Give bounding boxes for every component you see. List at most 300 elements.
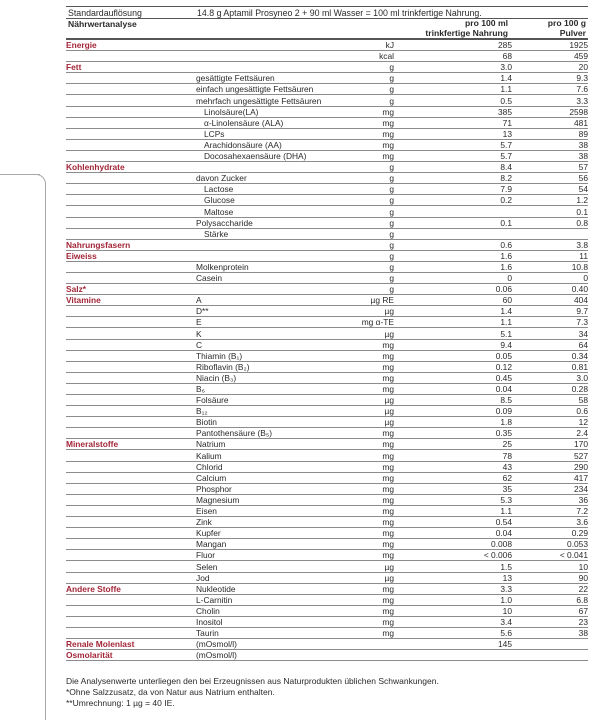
category-cell: Fett xyxy=(66,62,82,73)
value-per-100g: 290 xyxy=(574,461,588,472)
value-per-100ml: 1.1 xyxy=(500,317,512,328)
table-row xyxy=(66,406,588,417)
table-row xyxy=(66,439,588,450)
table-row xyxy=(66,328,588,339)
value-per-100ml: 1.8 xyxy=(500,417,512,428)
unit-cell: mg xyxy=(382,384,394,394)
category-cell xyxy=(66,128,196,139)
value-per-100ml: 60 xyxy=(502,295,512,306)
category-cell xyxy=(66,594,196,605)
value-per-100ml: 0.04 xyxy=(495,528,512,539)
table-row xyxy=(66,517,588,528)
category-cell xyxy=(66,106,196,117)
value-per-100ml: 8.4 xyxy=(500,162,512,173)
value-per-100g: 11 xyxy=(579,250,588,261)
value-per-100g: 3.6 xyxy=(576,517,588,528)
unit-cell: g xyxy=(389,62,394,73)
unit-cell: mg xyxy=(382,628,394,639)
unit-cell: µg xyxy=(384,572,394,583)
table-row xyxy=(66,217,588,228)
unit-cell: g xyxy=(389,195,394,206)
value-per-100g xyxy=(512,650,588,661)
nutrient-cell: mehrfach ungesättigte Fettsäuren xyxy=(196,95,322,106)
nutrient-cell: C xyxy=(196,339,203,350)
nutrient-cell xyxy=(196,284,328,295)
unit-cell: g xyxy=(389,206,394,217)
unit-cell: kJ xyxy=(385,40,394,51)
value-per-100ml: 5.3 xyxy=(500,494,512,505)
value-per-100g: 2598 xyxy=(569,106,588,117)
table-row xyxy=(66,195,588,206)
category-cell xyxy=(66,350,196,361)
value-per-100g: 22 xyxy=(578,583,588,594)
nutrient-cell: Fluor xyxy=(196,550,216,561)
unit-cell: g xyxy=(389,217,394,228)
side-frame xyxy=(0,174,46,720)
value-per-100ml: 8.2 xyxy=(500,173,512,184)
per-100ml-line1: pro 100 ml xyxy=(465,18,508,28)
unit-cell: mg xyxy=(382,106,394,117)
unit-cell: mg xyxy=(382,139,394,150)
value-per-100g: 20 xyxy=(578,62,588,73)
table-row xyxy=(66,162,588,173)
category-cell: Kohlenhydrate xyxy=(66,162,125,173)
nutrient-cell: Thiamin (B₁) xyxy=(196,350,243,361)
category-cell xyxy=(66,383,196,394)
value-per-100ml: 0.6 xyxy=(500,239,512,250)
unit-cell: g xyxy=(389,173,394,184)
category-cell xyxy=(66,616,196,627)
nutrient-cell: Kupfer xyxy=(196,528,221,539)
value-per-100g: 7.3 xyxy=(576,317,588,328)
unit-cell: mg xyxy=(382,117,394,128)
value-per-100ml: 0.35 xyxy=(495,428,512,439)
table-row xyxy=(66,561,588,572)
nutrient-cell: gesättigte Fettsäuren xyxy=(196,73,275,84)
table-row xyxy=(66,51,588,62)
unit-cell: mg xyxy=(382,372,394,383)
nutrient-cell: Taurin xyxy=(196,628,219,639)
unit-cell: mg xyxy=(382,361,394,372)
nutrient-cell: Arachidonsäure (AA) xyxy=(204,139,282,150)
unit-cell: g xyxy=(389,250,394,261)
category-cell xyxy=(66,517,196,528)
table-row xyxy=(66,173,588,184)
category-cell: Osmolarität xyxy=(66,650,113,661)
value-per-100g: 38 xyxy=(578,139,588,150)
value-per-100g: 0.1 xyxy=(576,206,588,217)
category-cell xyxy=(66,173,196,184)
value-per-100g: 0.8 xyxy=(576,217,588,228)
nutrient-cell: LCPs xyxy=(204,128,225,139)
table-row xyxy=(66,494,588,505)
unit-cell: g xyxy=(389,284,394,295)
unit-cell: µg xyxy=(384,395,394,406)
category-cell xyxy=(66,217,196,228)
value-per-100g: 1.2 xyxy=(576,195,588,206)
value-per-100g: 6.8 xyxy=(576,594,588,605)
nutrient-cell: Zink xyxy=(196,517,212,528)
value-per-100ml: 35 xyxy=(502,483,512,494)
unit-cell: g xyxy=(389,73,394,84)
value-per-100ml: 5.6 xyxy=(500,628,512,639)
category-cell: Mineralstoffe xyxy=(66,439,119,450)
nutrient-cell: Maltose xyxy=(204,206,234,217)
unit-cell: mg xyxy=(382,550,394,561)
category-cell xyxy=(66,605,196,616)
category-cell xyxy=(66,561,196,572)
nutrient-cell: B₆ xyxy=(196,384,205,394)
table-row xyxy=(66,139,588,150)
value-per-100ml: 385 xyxy=(498,106,512,117)
unit-cell: mg xyxy=(382,517,394,528)
value-per-100ml: 0.5 xyxy=(500,95,512,106)
table-row xyxy=(66,128,588,139)
table-row xyxy=(66,272,588,283)
table-row xyxy=(66,650,588,661)
value-per-100g: 0.40 xyxy=(571,284,588,295)
value-per-100ml: 0.04 xyxy=(495,384,512,394)
value-per-100ml: 8.5 xyxy=(500,395,512,406)
table-row xyxy=(66,472,588,483)
value-per-100g: 54 xyxy=(578,184,588,195)
value-per-100g: 3.3 xyxy=(576,95,588,106)
unit-cell: µg RE xyxy=(370,295,394,306)
category-cell xyxy=(66,184,196,195)
category-cell xyxy=(66,395,196,406)
nutrient-cell: Cholin xyxy=(196,605,220,616)
standard-solution-label: Standardauflösung xyxy=(68,8,142,18)
category-cell xyxy=(66,483,196,494)
value-per-100ml: 3.0 xyxy=(500,62,512,73)
table-row xyxy=(66,40,588,51)
unit-cell: g xyxy=(389,239,394,250)
value-per-100ml: 5.1 xyxy=(500,328,512,339)
value-per-100ml: 68 xyxy=(502,51,512,62)
table-row xyxy=(66,627,588,638)
nutrient-cell: Riboflavin (B₂) xyxy=(196,361,250,372)
value-per-100ml: 10 xyxy=(502,605,512,616)
footnote-conversion: **Umrechnung: 1 µg = 40 IE. xyxy=(66,698,175,709)
value-per-100ml xyxy=(394,206,512,217)
table-row xyxy=(66,461,588,472)
unit-cell: µg xyxy=(384,417,394,428)
table-row xyxy=(66,184,588,195)
value-per-100g: 12 xyxy=(578,417,588,428)
nutrient-cell: B₁₂ xyxy=(196,406,208,417)
unit-cell: mg xyxy=(382,506,394,517)
category-cell xyxy=(66,505,196,516)
value-per-100g: 7.6 xyxy=(576,84,588,95)
category-cell xyxy=(66,84,196,95)
nutrient-cell: D** xyxy=(196,306,209,317)
unit-cell: mg α-TE xyxy=(361,317,394,328)
table-row xyxy=(66,583,588,594)
category-cell xyxy=(66,627,196,638)
nutrient-cell: Magnesium xyxy=(196,494,240,505)
table-row xyxy=(66,594,588,605)
category-cell xyxy=(66,428,196,439)
table-row xyxy=(66,350,588,361)
value-per-100ml: 13 xyxy=(502,128,512,139)
table-row xyxy=(66,117,588,128)
unit-cell: mg xyxy=(382,428,394,439)
unit-cell: mg xyxy=(382,539,394,550)
nutrient-cell: K xyxy=(196,328,202,339)
value-per-100g: 0.81 xyxy=(571,361,588,372)
value-per-100ml: 0.05 xyxy=(495,350,512,361)
value-per-100g: 38 xyxy=(578,151,588,162)
category-cell xyxy=(66,528,196,539)
per-100ml-line2: trinkfertige Nahrung xyxy=(425,27,508,38)
category-cell xyxy=(66,306,196,317)
category-cell xyxy=(66,272,196,283)
per-100g-header xyxy=(512,19,588,38)
category-cell xyxy=(66,73,196,84)
value-per-100ml: 0.12 xyxy=(495,361,512,372)
value-per-100g: 459 xyxy=(574,51,588,62)
table-row xyxy=(66,605,588,616)
value-per-100g: 3.0 xyxy=(576,372,588,383)
table-row xyxy=(66,295,588,306)
value-per-100ml: 3.3 xyxy=(500,583,512,594)
table-row xyxy=(66,616,588,627)
nutrient-cell xyxy=(196,239,328,250)
table-row xyxy=(66,428,588,439)
nutrient-cell: Casein xyxy=(196,273,223,284)
nutrient-cell: E xyxy=(196,317,202,328)
value-per-100ml: 1.4 xyxy=(500,306,512,317)
category-cell xyxy=(66,51,196,62)
unit-cell: mg xyxy=(382,461,394,472)
category-cell xyxy=(66,150,196,161)
category-cell xyxy=(66,572,196,583)
unit-cell: mg xyxy=(382,583,394,594)
value-per-100g: 170 xyxy=(574,439,588,450)
unit-cell: g xyxy=(389,228,394,239)
category-cell xyxy=(66,195,196,206)
table-row xyxy=(66,550,588,561)
table-row xyxy=(66,306,588,317)
nutrient-cell: Natrium xyxy=(196,439,226,450)
value-per-100g: 10 xyxy=(578,561,588,572)
nutrient-cell: (mOsmol/l) xyxy=(196,639,237,650)
standard-solution-text: 14.8 g Aptamil Prosyneo 2 + 90 ml Wasser = 100 ml trinkfertige Nahrung. xyxy=(197,8,482,18)
category-cell xyxy=(66,228,196,239)
table-row xyxy=(66,228,588,239)
value-per-100g: 417 xyxy=(574,472,588,483)
value-per-100ml: 71 xyxy=(502,117,512,128)
value-per-100g: 23 xyxy=(578,616,588,627)
footnote-salt: *Ohne Salzzusatz, da von Natur aus Natrium enthalten. xyxy=(66,687,275,698)
value-per-100g: 56 xyxy=(578,173,588,184)
value-per-100ml: 0.2 xyxy=(500,195,512,206)
value-per-100ml: 0.1 xyxy=(500,217,512,228)
category-cell xyxy=(66,417,196,428)
category-cell: Energie xyxy=(66,40,97,51)
value-per-100ml xyxy=(394,650,512,661)
unit-cell: mg xyxy=(382,605,394,616)
value-per-100g: 36 xyxy=(578,494,588,505)
nutrition-table xyxy=(66,39,588,661)
nutrient-cell: Eisen xyxy=(196,506,217,517)
nutrient-cell: (mOsmol/l) xyxy=(196,650,237,661)
table-row xyxy=(66,84,588,95)
table-row xyxy=(66,450,588,461)
value-per-100ml: 7.9 xyxy=(500,184,512,195)
table-row xyxy=(66,73,588,84)
table-row xyxy=(66,539,588,550)
unit-cell: mg xyxy=(382,350,394,361)
table-row xyxy=(66,483,588,494)
nutrient-cell: Selen xyxy=(196,561,218,572)
category-cell xyxy=(66,317,196,328)
nutrition-sheet xyxy=(66,6,588,661)
unit-cell: g xyxy=(389,261,394,272)
value-per-100g: 7.2 xyxy=(576,506,588,517)
unit-cell: µg xyxy=(384,561,394,572)
unit-cell: µg xyxy=(384,406,394,417)
value-per-100ml: 3.4 xyxy=(500,616,512,627)
value-per-100g: 481 xyxy=(574,117,588,128)
value-per-100g: 0.29 xyxy=(571,528,588,539)
value-per-100g: 2.4 xyxy=(576,428,588,439)
unit-cell xyxy=(328,650,394,661)
value-per-100g: 34 xyxy=(578,328,588,339)
value-per-100g: 89 xyxy=(578,128,588,139)
category-cell: Vitamine xyxy=(66,295,101,306)
unit-cell: mg xyxy=(382,594,394,605)
nutrient-cell: A xyxy=(196,295,202,306)
nutrient-cell: Chlorid xyxy=(196,461,223,472)
value-per-100ml: 5.7 xyxy=(500,139,512,150)
nutrient-cell: Docosahexaensäure (DHA) xyxy=(204,151,307,162)
unit-cell xyxy=(328,639,394,650)
value-per-100g: 404 xyxy=(574,295,588,306)
nutrient-cell: Calcium xyxy=(196,472,227,483)
nutrient-cell: Inositol xyxy=(196,616,223,627)
table-row xyxy=(66,383,588,394)
per-100g-line1: pro 100 g xyxy=(547,18,586,28)
nutrient-cell: Jod xyxy=(196,572,210,583)
value-per-100ml: 1.1 xyxy=(500,84,512,95)
unit-cell: g xyxy=(389,184,394,195)
table-row xyxy=(66,528,588,539)
nutrient-cell: Linolsäure(LA) xyxy=(204,106,259,117)
value-per-100ml: 0.54 xyxy=(495,517,512,528)
nutrient-cell xyxy=(196,162,328,173)
nutrient-cell: einfach ungesättigte Fettsäuren xyxy=(196,84,314,95)
value-per-100g: 90 xyxy=(578,572,588,583)
per-100ml-header xyxy=(384,19,512,38)
footnotes xyxy=(66,676,588,710)
nutrient-cell: Pantothensäure (B₅) xyxy=(196,428,273,439)
table-row xyxy=(66,639,588,650)
value-per-100g: 527 xyxy=(574,450,588,461)
unit-cell: mg xyxy=(382,128,394,139)
table-row xyxy=(66,284,588,295)
value-per-100ml: 1.6 xyxy=(500,261,512,272)
unit-cell: mg xyxy=(382,472,394,483)
unit-cell: g xyxy=(389,95,394,106)
unit-cell: µg xyxy=(384,328,394,339)
value-per-100g: < 0.041 xyxy=(559,550,588,561)
unit-cell: mg xyxy=(382,483,394,494)
table-row xyxy=(66,62,588,73)
footnote-variance: Die Analysenwerte unterliegen den bei Erzeugnissen aus Naturprodukten üblichen Schwankungen. xyxy=(66,676,439,686)
category-cell: Nahrungsfasern xyxy=(66,239,131,250)
value-per-100ml: 1.1 xyxy=(500,506,512,517)
value-per-100g: 10.8 xyxy=(571,261,588,272)
value-per-100g: 38 xyxy=(578,628,588,639)
table-row xyxy=(66,261,588,272)
value-per-100ml: 13 xyxy=(502,572,512,583)
value-per-100g: 58 xyxy=(578,395,588,406)
category-cell xyxy=(66,139,196,150)
column-header-row xyxy=(66,19,588,39)
value-per-100ml: 25 xyxy=(502,439,512,450)
table-row xyxy=(66,206,588,217)
category-cell xyxy=(66,339,196,350)
per-100g-line2: Pulver xyxy=(559,27,586,38)
nutrient-cell: Lactose xyxy=(204,184,234,195)
nutrient-cell: Polysaccharide xyxy=(196,217,253,228)
value-per-100ml: 62 xyxy=(502,472,512,483)
category-cell xyxy=(66,117,196,128)
category-cell: Salz* xyxy=(66,284,87,295)
standard-solution-row xyxy=(66,6,588,19)
category-cell xyxy=(66,95,196,106)
unit-cell: mg xyxy=(382,616,394,627)
value-per-100g: 9.7 xyxy=(576,306,588,317)
value-per-100g: 234 xyxy=(574,483,588,494)
value-per-100g: 1925 xyxy=(569,40,588,51)
nutrient-cell: Mangan xyxy=(196,539,227,550)
unit-cell: mg xyxy=(382,450,394,461)
category-cell xyxy=(66,494,196,505)
value-per-100ml: 145 xyxy=(498,639,512,650)
value-per-100ml: 0 xyxy=(507,273,512,284)
value-per-100ml: 0.45 xyxy=(495,372,512,383)
nutrient-cell: Phosphor xyxy=(196,483,232,494)
table-row xyxy=(66,572,588,583)
unit-cell: mg xyxy=(382,151,394,162)
value-per-100ml: 1.6 xyxy=(500,250,512,261)
nutrient-cell: L-Carnitin xyxy=(196,594,233,605)
table-row xyxy=(66,505,588,516)
value-per-100ml: 1.4 xyxy=(500,73,512,84)
value-per-100ml: 0.008 xyxy=(491,539,512,550)
value-per-100g: 0.28 xyxy=(571,384,588,394)
table-row xyxy=(66,395,588,406)
value-per-100ml: 5.7 xyxy=(500,151,512,162)
table-row xyxy=(66,250,588,261)
value-per-100ml: 1.0 xyxy=(500,594,512,605)
nutrient-cell: Glucose xyxy=(204,195,235,206)
table-row xyxy=(66,417,588,428)
value-per-100ml: 0.09 xyxy=(495,406,512,417)
category-cell xyxy=(66,550,196,561)
category-cell xyxy=(66,372,196,383)
nutrient-cell: Biotin xyxy=(196,417,217,428)
unit-cell: mg xyxy=(382,439,394,450)
unit-cell: mg xyxy=(382,494,394,505)
value-per-100g: 67 xyxy=(578,605,588,616)
category-cell xyxy=(66,206,196,217)
value-per-100g: 64 xyxy=(578,339,588,350)
nutrient-cell xyxy=(196,40,328,51)
category-cell: Andere Stoffe xyxy=(66,583,121,594)
